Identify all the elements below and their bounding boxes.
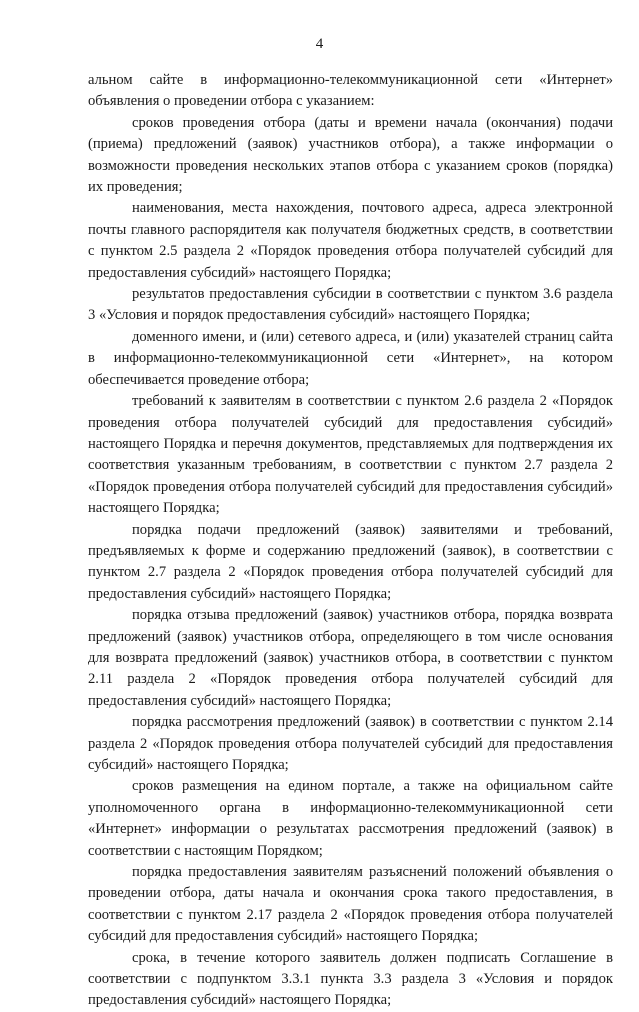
paragraph-clarification-procedure: порядка предоставления заявителям разъяснений положений объявления о проведении отбора, даты начала и окончания срока такого предоставления, в соответствии с пунктом 2.17 раздела 2 «Порядок проведения отбора получателей субсидий для предоставления субсидий» настоящего Порядка; xyxy=(88,864,613,945)
paragraph-application-procedure: порядка подачи предложений (заявок) заявителями и требований, предъявляемых к форме и содержанию предложений (заявок), в соответствии с пунктом 2.7 раздела 2 «Порядок проведения отбора получателей субсидий для предоставления субсидий» настоящего Порядка; xyxy=(88,521,613,602)
paragraph-publication-deadlines: сроков размещения на едином портале, а также на официальном сайте уполномоченного органа в информационно-телекоммуникационной сети «Интернет» информации о результатах рассмотрения предложений (заявок) в соответствии с настоящим Порядком; xyxy=(88,778,613,859)
paragraph-agreement-deadline: срока, в течение которого заявитель должен подписать Соглашение в соответствии с подпунктом 3.3.1 пункта 3.3 раздела 3 «Условия и порядок предоставления субсидий» настоящего Порядка; xyxy=(88,949,613,1009)
paragraph-subsidy-results: результатов предоставления субсидии в соответствии с пунктом 3.6 раздела 3 «Условия и порядок предоставления субсидий» настоящего Порядка; xyxy=(88,286,613,324)
paragraph-applicant-requirements: требований к заявителям в соответствии с пунктом 2.6 раздела 2 «Порядок проведения отбора получателей субсидий для предоставления субсидий» настоящего Порядка и перечня документов, представляемых для подтверждения их соответствия указанным требованиям, в соответствии с пунктом 2.7 раздела 2 «Порядок проведения отбора получателей субсидий для предоставления субсидий» настоящего Порядка; xyxy=(88,393,613,517)
paragraph-selection-deadlines: сроков проведения отбора (даты и времени начала (окончания) подачи (приема) предложений (заявок) участников отбора), а также информации о возможности проведения нескольких этапов отбора с указанием сроков (порядка) их проведения; xyxy=(88,114,613,196)
paragraph-continuation: альном сайте в информационно-телекоммуникационной сети «Интернет» объявления о проведении отбора с указанием: xyxy=(88,72,613,110)
paragraph-withdrawal-procedure: порядка отзыва предложений (заявок) участников отбора, порядка возврата предложений (заявок) участников отбора, определяющего в том числе основания для возврата предложений (заявок) участников отбора, в соответствии с пунктом 2.11 раздела 2 «Порядок проведения отбора получателей субсидий для предоставления субсидий» настоящего Порядка; xyxy=(88,607,613,709)
page-number: 4 xyxy=(315,36,324,52)
document-body xyxy=(88,70,613,1012)
paragraph-organizer-details: наименования, места нахождения, почтового адреса, адреса электронной почты главного распорядителя как получателя бюджетных средств, в соответствии с пунктом 2.5 раздела 2 «Порядок проведения отбора получателей субсидий для предоставления субсидий» настоящего Порядка; xyxy=(88,200,613,281)
paragraph-review-procedure: порядка рассмотрения предложений (заявок) в соответствии с пунктом 2.14 раздела 2 «Порядок проведения отбора получателей субсидий для предоставления субсидий» настоящего Порядка; xyxy=(88,714,613,773)
paragraph-domain-name: доменного имени, и (или) сетевого адреса, и (или) указателей страниц сайта в информационно-телекоммуникационной сети «Интернет», на котором обеспечивается проведение отбора; xyxy=(88,328,613,388)
